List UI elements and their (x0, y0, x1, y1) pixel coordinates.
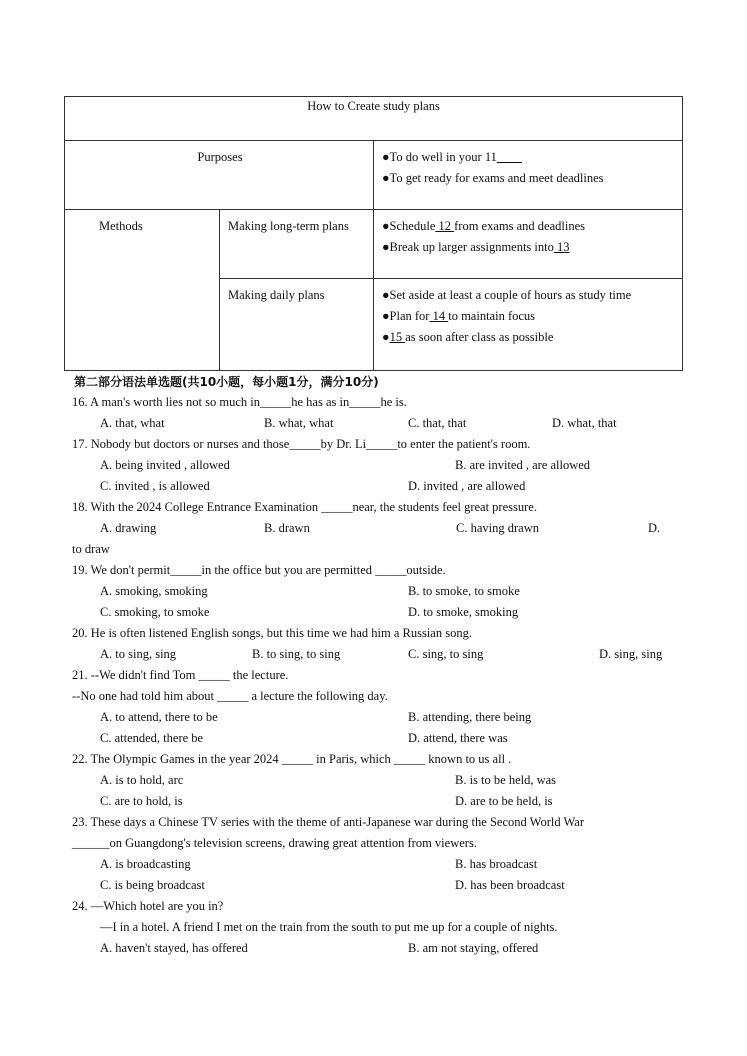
option-c[interactable]: C. sing, to sing (408, 647, 484, 661)
question-stem: 22. The Olympic Games in the year 2024 _____ in Paris, which _____ known to us all . (72, 752, 512, 766)
option-b[interactable]: B. attending, there being (408, 710, 532, 724)
question-stem: 16. A man's worth lies not so much in_____he has as in_____he is. (72, 395, 407, 409)
question-stem: 20. He is often listened English songs, but this time we had him a Russian song. (72, 626, 472, 640)
question-options (72, 875, 678, 896)
section-title: 第二部分语法单选题(共10小题，每小题1分，满分10分) (74, 375, 379, 389)
daily-cell (374, 279, 683, 371)
question-options (72, 728, 678, 749)
option-c[interactable]: C. is being broadcast (100, 878, 205, 892)
method-item: ●Set aside at least a couple of hours as study time (382, 288, 632, 302)
purposes-label: Purposes (65, 141, 374, 210)
method-item: ●Plan for 14 to maintain focus (382, 309, 536, 323)
option-d-continued[interactable]: to draw (72, 542, 110, 556)
question-options (72, 581, 678, 602)
option-c[interactable]: C. having drawn (456, 521, 539, 535)
option-d[interactable]: D. what, that (552, 416, 617, 430)
option-c[interactable]: C. attended, there be (100, 731, 204, 745)
question-stem-continued: ______on Guangdong's television screens, drawing great attention from viewers. (72, 836, 477, 850)
question-options (72, 707, 678, 728)
option-d[interactable]: D. (648, 521, 661, 535)
long-term-cell (374, 210, 683, 279)
question-options (72, 644, 678, 665)
option-a[interactable]: A. that, what (100, 416, 165, 430)
option-d[interactable]: D. has been broadcast (455, 878, 565, 892)
question-stem: 24. —Which hotel are you in? (72, 899, 224, 913)
purposes-cell (374, 141, 683, 210)
purpose-item: ●To get ready for exams and meet deadlines (382, 171, 604, 185)
option-c[interactable]: C. invited , is allowed (100, 479, 210, 493)
option-b[interactable]: B. are invited , are allowed (455, 458, 591, 472)
question-options (72, 602, 678, 623)
grammar-section (72, 372, 678, 959)
question-stem: 21. --We didn't find Tom _____ the lecture. (72, 668, 289, 682)
option-c[interactable]: C. smoking, to smoke (100, 605, 210, 619)
option-b[interactable]: B. to sing, to sing (252, 647, 341, 661)
option-d[interactable]: D. to smoke, smoking (408, 605, 519, 619)
option-a[interactable]: A. is to hold, arc (100, 773, 184, 787)
option-b[interactable]: B. has broadcast (455, 857, 538, 871)
daily-label: Making daily plans (220, 279, 374, 371)
question-stem-continued: --No one had told him about _____ a lecture the following day. (72, 689, 388, 703)
question-stem: 23. These days a Chinese TV series with the theme of anti-Japanese war during the Second World War (72, 815, 584, 829)
option-a[interactable]: A. to sing, sing (100, 647, 177, 661)
question-options (72, 476, 678, 497)
option-d[interactable]: D. are to be held, is (455, 794, 553, 808)
question-stem: 19. We don't permit_____in the office but you are permitted _____outside. (72, 563, 446, 577)
question-stem: 18. With the 2024 College Entrance Examination _____near, the students feel great pressure. (72, 500, 537, 514)
study-plan-table (64, 96, 683, 371)
option-a[interactable]: A. haven't stayed, has offered (100, 941, 248, 955)
table-caption: How to Create study plans (65, 97, 683, 141)
option-b[interactable]: B. am not staying, offered (408, 941, 539, 955)
option-d[interactable]: D. sing, sing (599, 647, 663, 661)
question-options (72, 413, 678, 434)
option-d[interactable]: D. invited , are allowed (408, 479, 526, 493)
long-term-label: Making long-term plans (220, 210, 374, 279)
option-c[interactable]: C. that, that (408, 416, 467, 430)
option-a[interactable]: A. is broadcasting (100, 857, 191, 871)
option-d[interactable]: D. attend, there was (408, 731, 508, 745)
option-b[interactable]: B. what, what (264, 416, 334, 430)
question-options (72, 854, 678, 875)
option-c[interactable]: C. are to hold, is (100, 794, 183, 808)
method-item: ●Break up larger assignments into 13 (382, 240, 570, 254)
method-item: ●15 as soon after class as possible (382, 330, 554, 344)
option-a[interactable]: A. drawing (100, 521, 157, 535)
option-b[interactable]: B. is to be held, was (455, 773, 557, 787)
option-b[interactable]: B. drawn (264, 521, 310, 535)
option-a[interactable]: A. being invited , allowed (100, 458, 230, 472)
question-stem-continued: —I in a hotel. A friend I met on the train from the south to put me up for a couple of nights. (100, 920, 558, 934)
question-options (72, 938, 678, 959)
question-options (72, 770, 678, 791)
option-a[interactable]: A. smoking, smoking (100, 584, 208, 598)
option-b[interactable]: B. to smoke, to smoke (408, 584, 520, 598)
question-options (72, 518, 678, 539)
question-stem: 17. Nobody but doctors or nurses and those_____by Dr. Li_____to enter the patient's room. (72, 437, 531, 451)
purpose-item: ●To do well in your 11____ (382, 150, 522, 164)
question-options (72, 455, 678, 476)
methods-label: Methods (65, 210, 220, 371)
option-a[interactable]: A. to attend, there to be (100, 710, 218, 724)
question-options (72, 791, 678, 812)
method-item: ●Schedule 12 from exams and deadlines (382, 219, 585, 233)
